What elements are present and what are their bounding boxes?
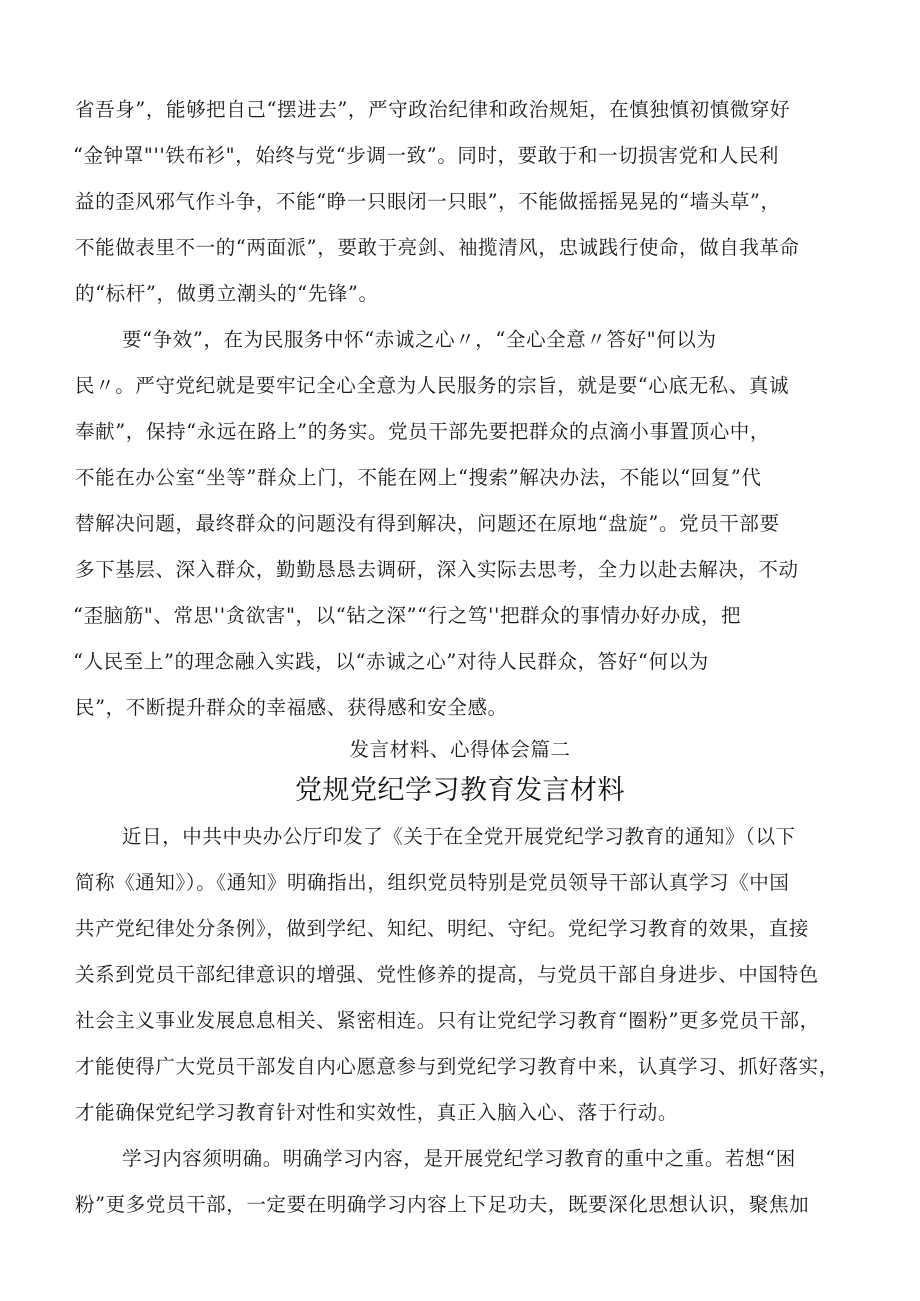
paragraph-line: 简称《通知》）。《通知》明确指出，组织党员特别是党员领导干部认真学习《中国	[75, 871, 790, 894]
paragraph-line: 社会主义事业发展息息相关、紧密相连。只有让党纪学习教育“圈粉”更多党员干部，	[75, 1009, 820, 1032]
paragraph-line: 替解决问题，最终群众的问题没有得到解决，问题还在原地“盘旋”。党员干部要	[75, 512, 780, 535]
paragraph-line: 的“标杆”，做勇立潮头的“先锋”。	[75, 282, 379, 305]
paragraph-line: 多下基层、深入群众，勤勤恳恳去调研，深入实际去思考，全力以赴去解决，不动	[75, 558, 799, 581]
paragraph-line: “金钟罩"''铁布衫"，始终与党“步调一致”。同时，要敢于和一切损害党和人民利	[73, 144, 779, 167]
paragraph-line: 关系到党员干部纪律意识的增强、党性修养的提高，与党员干部自身进步、中国特色	[75, 963, 819, 986]
paragraph-line: 近日，中共中央办公厅印发了《关于在全党开展党纪学习教育的通知》（以下	[122, 825, 796, 848]
section-subtitle: 发言材料、心得体会篇二	[349, 738, 571, 761]
paragraph-line: 才能使得广大党员干部发自内心愿意参与到党纪学习教育中来，认真学习、抓好落实，	[75, 1055, 839, 1078]
paragraph-line: 不能做表里不一的“两面派”，要敢于亮剑、袖揽清风，忠诚践行使命，做自我革命	[75, 236, 800, 259]
paragraph-line: 民〃。严守党纪就是要牢记全心全意为人民服务的宗旨，就是要“心底无私、真诚	[75, 374, 790, 397]
paragraph-line: “歪脑筋"、常思''贪欲害"，以“钻之深”“行之笃''把群众的事情办好办成，把	[73, 604, 742, 627]
paragraph-line: 学习内容须明确。明确学习内容，是开展党纪学习教育的重中之重。若想“困	[122, 1147, 796, 1170]
paragraph-line: 共产党纪律处分条例》，做到学纪、知纪、明纪、守纪。党纪学习教育的效果，直接	[75, 917, 809, 940]
paragraph-line: 省吾身”，能够把自己“摆进去”，严守政治纪律和政治规矩，在慎独慎初慎微穿好	[75, 98, 791, 121]
paragraph-line: 奉献”，保持“永远在路上”的务实。党员干部先要把群众的点滴小事置顶心中，	[75, 420, 771, 443]
paragraph-line: 不能在办公室“坐等”群众上门，不能在网上“搜索”解决办法，不能以“回复”代	[75, 466, 762, 489]
paragraph-line: 要“争效”，在为民服务中怀“赤诚之心〃，“全心全意〃答好"何以为	[122, 328, 717, 351]
paragraph-line: 益的歪风邪气作斗争，不能“睁一只眼闭一只眼”，不能做摇摇晃晃的“墙头草”，	[75, 190, 781, 213]
paragraph-line: 才能确保党纪学习教育针对性和实效性，真正入脑入心、落于行动。	[75, 1101, 679, 1124]
paragraph-line: “人民至上”的理念融入实践，以“赤诚之心”对待人民群众，答好“何以为	[73, 650, 709, 673]
page-title: 党规党纪学习教育发言材料	[295, 775, 625, 806]
paragraph-line: 粉”更多党员干部，一定要在明确学习内容上下足功夫，既要深化思想认识，聚焦加	[75, 1193, 810, 1216]
paragraph-line: 民”，不断提升群众的幸福感、获得感和安全感。	[75, 696, 508, 719]
